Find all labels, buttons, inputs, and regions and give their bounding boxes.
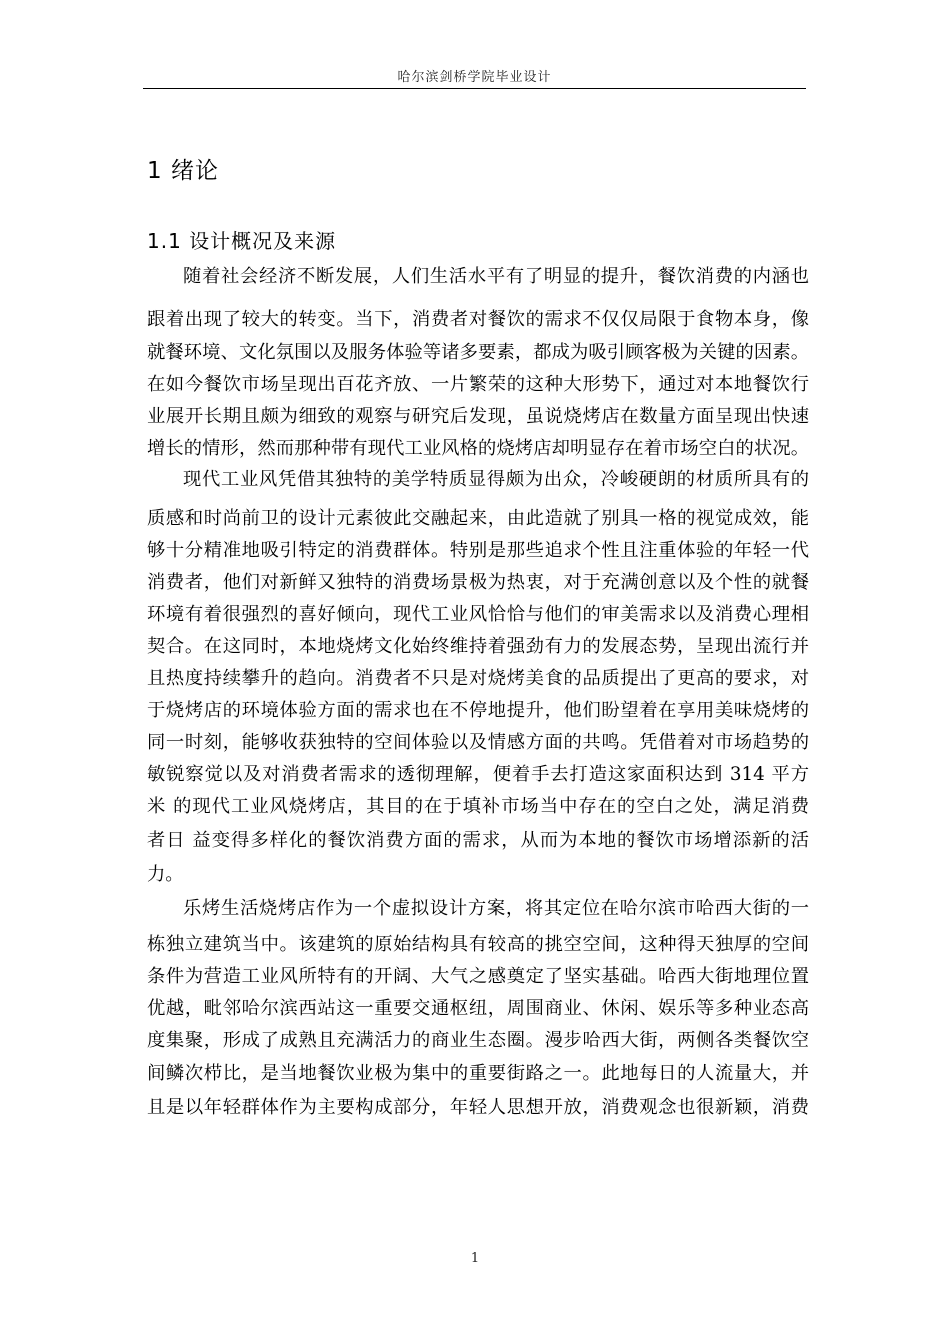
text-line: 条件为营造工业风所特有的开阔、大气之感奠定了坚实基础。哈西大街地理位置 — [147, 966, 809, 987]
text-line: 间鳞次栉比，是当地餐饮业极为集中的重要街路之一。此地每日的人流量大，并 — [147, 1063, 809, 1084]
text-line: 质感和时尚前卫的设计元素彼此交融起来，由此造就了别具一格的视觉成效，能 — [147, 508, 809, 529]
text-line: 增长的情形，然而那种带有现代工业风格的烧烤店却明显存在着市场空白的状况。 — [147, 438, 809, 459]
text-line: 随着社会经济不断发展，人们生活水平有了明显的提升，餐饮消费的内涵也 — [183, 266, 809, 287]
text-line: 且是以年轻群体作为主要构成部分，年轻人思想开放，消费观念也很新颖，消费 — [147, 1097, 809, 1118]
text-line: 够十分精准地吸引特定的消费群体。特别是那些追求个性且注重体验的年轻一代 — [147, 540, 809, 561]
chapter-title: 1 绪论 — [147, 158, 219, 184]
text-line: 优越，毗邻哈尔滨西站这一重要交通枢纽，周围商业、休闲、娱乐等多种业态高 — [147, 998, 809, 1019]
text-line: 度集聚，形成了成熟且充满活力的商业生态圈。漫步哈西大街，两侧各类餐饮空 — [147, 1030, 809, 1051]
text-line: 同一时刻，能够收获独特的空间体验以及情感方面的共鸣。凭借着对市场趋势的 — [147, 732, 809, 753]
text-line: 环境有着很强烈的喜好倾向，现代工业风恰恰与他们的审美需求以及消费心理相 — [147, 604, 809, 625]
text-line: 米 的现代工业风烧烤店，其目的在于填补市场当中存在的空白之处，满足消费 — [147, 796, 809, 817]
page-header: 哈尔滨剑桥学院毕业设计 — [397, 70, 552, 85]
text-line: 在如今餐饮市场呈现出百花齐放、一片繁荣的这种大形势下，通过对本地餐饮行 — [147, 374, 809, 395]
text-line: 业展开长期且颇为细致的观察与研究后发现，虽说烧烤店在数量方面呈现出快速 — [147, 406, 809, 427]
header-rule — [143, 88, 806, 89]
text-line: 就餐环境、文化氛围以及服务体验等诸多要素，都成为吸引顾客极为关键的因素。 — [147, 342, 809, 363]
text-line: 力。 — [147, 864, 184, 885]
text-line: 现代工业风凭借其独特的美学特质显得颇为出众，冷峻硬朗的材质所具有的 — [183, 469, 809, 490]
text-line: 者日 益变得多样化的餐饮消费方面的需求，从而为本地的餐饮市场增添新的活 — [147, 830, 809, 851]
text-line: 且热度持续攀升的趋向。消费者不只是对烧烤美食的品质提出了更高的要求，对 — [147, 668, 809, 689]
text-line: 消费者，他们对新鲜又独特的消费场景极为热衷，对于充满创意以及个性的就餐 — [147, 572, 809, 593]
text-line: 乐烤生活烧烤店作为一个虚拟设计方案，将其定位在哈尔滨市哈西大街的一 — [183, 898, 809, 919]
section-title: 1.1 设计概况及来源 — [147, 229, 337, 253]
text-line: 于烧烤店的环境体验方面的需求也在不停地提升，他们盼望着在享用美味烧烤的 — [147, 700, 809, 721]
text-line: 栋独立建筑当中。该建筑的原始结构具有较高的挑空空间，这种得天独厚的空间 — [147, 934, 809, 955]
text-line: 跟着出现了较大的转变。当下，消费者对餐饮的需求不仅仅局限于食物本身，像 — [147, 309, 809, 330]
page-number: 1 — [470, 1251, 480, 1266]
text-line: 敏锐察觉以及对消费者需求的透彻理解，便着手去打造这家面积达到 314 平方 — [147, 764, 809, 785]
text-line: 契合。在这同时，本地烧烤文化始终维持着强劲有力的发展态势，呈现出流行并 — [147, 636, 809, 657]
